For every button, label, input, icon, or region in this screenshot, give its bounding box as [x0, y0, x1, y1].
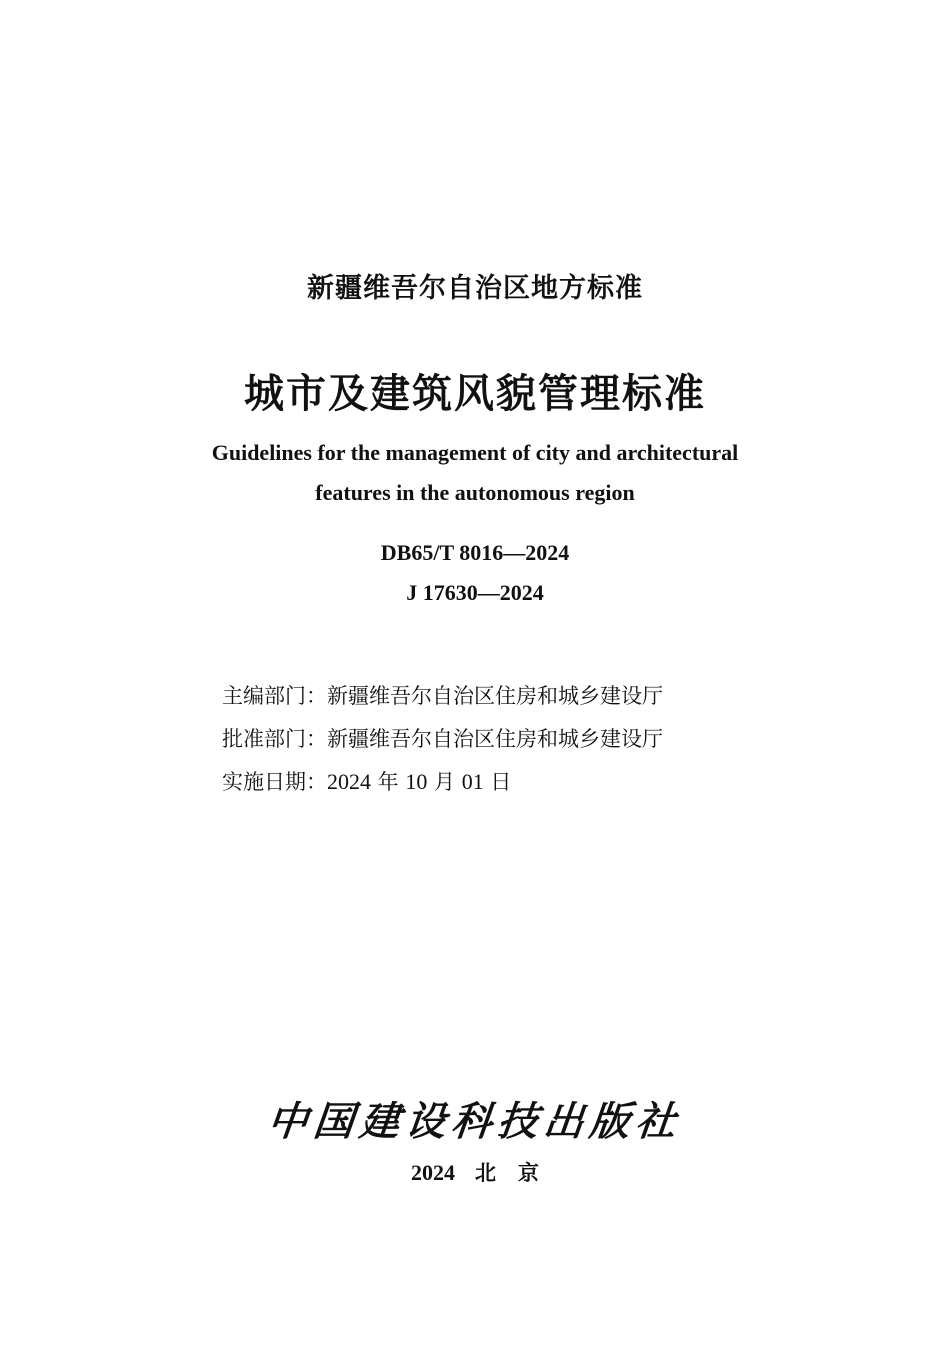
- imprint-year: 2024: [411, 1160, 455, 1185]
- effective-date-month-unit: 月: [427, 770, 462, 794]
- editor-department-row: [222, 680, 663, 710]
- approver-department-label: 批准部门：: [222, 727, 327, 751]
- effective-date-row: [222, 766, 511, 796]
- approver-department-row: [222, 723, 663, 753]
- editor-department-value: 新疆维吾尔自治区住房和城乡建设厅: [327, 684, 663, 708]
- effective-date-year-unit: 年: [371, 770, 406, 794]
- standard-series: 新疆维吾尔自治区地方标准: [307, 273, 643, 304]
- publisher-name: 中国建设科技出版社: [265, 1098, 685, 1145]
- standard-number: DB65/T 8016—2024: [380, 540, 570, 565]
- effective-date-year: 2024: [327, 769, 371, 794]
- effective-date-day: 01: [461, 769, 484, 794]
- approver-department-value: 新疆维吾尔自治区住房和城乡建设厅: [327, 727, 663, 751]
- title-english-line-2: features in the autonomous region: [315, 480, 635, 505]
- title-english-line-1: Guidelines for the management of city and architectural: [211, 440, 739, 465]
- effective-date-month: 10: [405, 769, 428, 794]
- imprint-city: 北京: [475, 1160, 561, 1185]
- record-number: J 17630—2024: [406, 580, 544, 605]
- effective-date-label: 实施日期：: [222, 770, 327, 794]
- imprint: [0, 1157, 950, 1187]
- effective-date-day-unit: 日: [483, 770, 512, 794]
- title-chinese: 城市及建筑风貌管理标准: [244, 370, 706, 417]
- editor-department-label: 主编部门：: [222, 684, 327, 708]
